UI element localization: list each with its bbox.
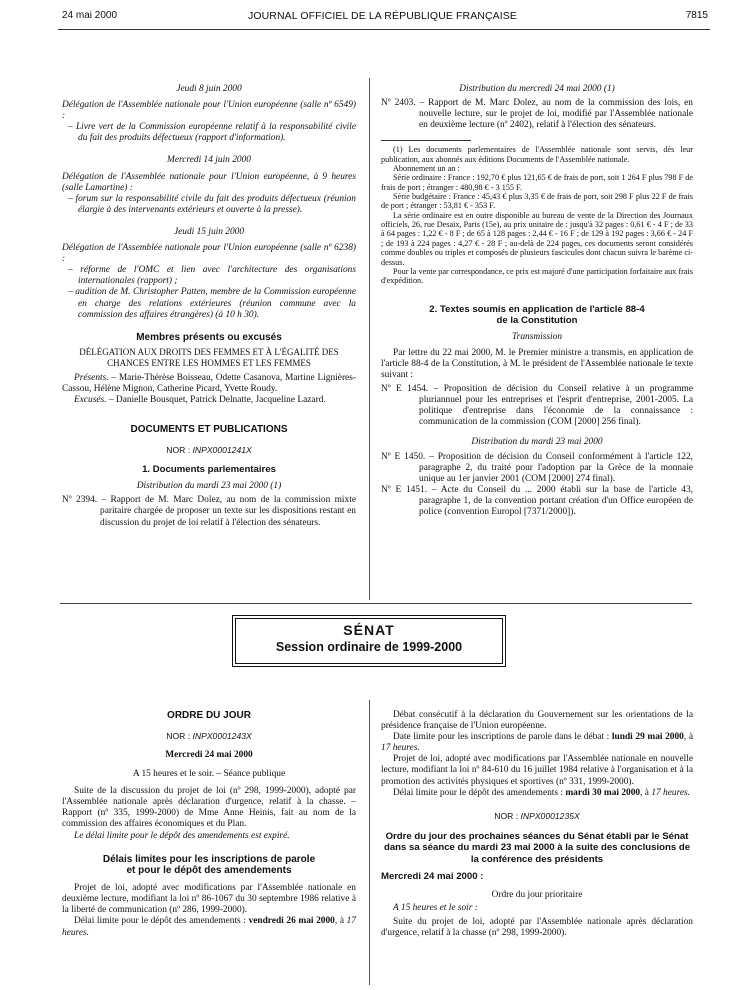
excuses-line <box>62 395 356 406</box>
paragraph: Le délai limite pour le dépôt des amendements est expiré. <box>74 830 290 841</box>
nor-line <box>381 811 693 821</box>
seance-line: A 15 heures et le soir. – Séance publique <box>132 769 286 780</box>
date-heading: Jeudi 15 juin 2000 <box>173 226 245 237</box>
agenda-item: – forum sur la responsabilité civile du fait des produits défectueux (réunion élargie à des intervenants extérieurs et ouverte à la presse). <box>68 193 356 215</box>
membres-heading: Membres présents ou excusés <box>136 331 282 343</box>
nor-line <box>62 445 356 455</box>
ordre-du-jour-heading: ORDRE DU JOUR <box>167 710 251 721</box>
distribution-heading: Distribution du mardi 23 mai 2000 (1) <box>136 481 282 492</box>
deadline-label: Délai limite pour le dépôt des amendements : <box>393 787 566 798</box>
senat-banner <box>232 615 506 667</box>
delegation-line: Délégation de l'Assemblée nationale pour l'Union européenne (salle nº 6549) : <box>62 100 356 122</box>
section-rule <box>60 603 692 604</box>
document-entry: Nº E 1450. – Proposition de décision du Conseil conformément à l'article 122, paragraphe 2, du traité pour l'adoption par la Grèce de la monnaie unique au 1er janvier 2001 (COM [2000] 274 final). <box>381 452 693 485</box>
documents-heading: DOCUMENTS ET PUBLICATIONS <box>130 423 288 435</box>
delegation-line: Délégation de l'Assemblée nationale pour l'Union européenne (salle nº 6238) : <box>62 243 356 265</box>
nor-line <box>62 731 356 741</box>
nor-label: NOR : <box>166 444 193 455</box>
deadline-line <box>381 788 693 799</box>
nor-label: NOR : <box>166 730 193 741</box>
footnote-text: Abonnement un an : <box>393 164 460 174</box>
right-bottom-column <box>381 710 693 940</box>
senat-title: SÉNAT <box>343 622 395 638</box>
textes-heading: 2. Textes soumis en application de l'article 88-4 <box>429 303 645 315</box>
paragraph: Projet de loi, adopté avec modifications par l'Assemblée nationale en nouvelle lecture, modifiant la loi nº 84-610 du 16 juillet 1984 relative à l'organisation et à la promotion des activités physiques et sportives (nº 331, 1999-2000). <box>381 754 693 787</box>
documents-subheading: 1. Documents parlementaires <box>142 463 276 475</box>
footnote-text: La série ordinaire est en outre disponible au bureau de vente de la Direction des Journaux officiels, 26, rue Desaix, Paris (15e), au prix unitaire de : jusqu'à 32 pages : 0,61 € - 4 F ; de 33 à 64 pages : 1,22 € - 8 F ; de 65 à 128 pages : 2,44 € - 16 F ; de 129 à 192 pages : 3,66 € - 24 F ; de 193 à 224 pages : 4,27 € - 28 F ; au-delà de 224 pages, ces documents seront considérés comme doubles ou triples et composés de plusieurs fascicules dont chacun suivra le barème ci-dessus. <box>381 210 693 267</box>
footnote-text: Série budgétaire : France : 45,43 € plus 3,35 € de frais de port, soit 298 F plus 22 F de frais de port ; étranger : 53,81 € - 353 F. <box>381 192 693 211</box>
page-header <box>62 10 708 24</box>
paragraph: Suite du projet de loi, adopté par l'Assemblée nationale après déclaration d'urgence, relatif à la chasse (nº 298, 1999-2000). <box>381 917 693 939</box>
footnote-text: Série ordinaire : France : 192,70 € plus 121,65 € de frais de port, soit 1 264 F plus 798 F de frais de port ; étranger : 480,98 € - 3 155 F. <box>381 173 693 192</box>
header-rule <box>58 29 710 30</box>
transmission-heading: Transmission <box>511 332 563 343</box>
deadline-label: Délai limite pour le dépôt des amendements : <box>74 916 249 927</box>
presents-text: – Marie-Thérèse Boisseau, Odette Casanova, Martine Lignières-Cassou, Hélène Mignon, Catherine Picard, Yvette Roudy. <box>62 372 356 394</box>
paragraph: Projet de loi, adopté avec modifications par l'Assemblée nationale en deuxième lecture, modifiant la loi nº 86-1067 du 30 septembre 1986 relative à la liberté de communication (nº 286, 1999-2000). <box>62 883 356 916</box>
footnote-text: Pour la vente par correspondance, ce prix est majoré d'une participation forfaitaire aux frais d'expédition. <box>381 266 693 286</box>
deadline-date: lundi 29 mai 2000 <box>611 732 684 743</box>
transmission-text: Par lettre du 22 mai 2000, M. le Premier ministre a transmis, en application de l'article 88-4 de la Constitution, à M. le président de l'Assemblée nationale le texte suivant : <box>381 348 693 381</box>
document-entry: Nº E 1451. – Acte du Conseil du ... 2000 établi sur la base de l'article 43, paragraphe 1, de la convention portant création d'un Office européen de police (convention Europol [7371/2000]). <box>381 485 693 518</box>
presents-line <box>62 373 356 395</box>
delegation-name: DÉLÉGATION AUX DROITS DES FEMMES ET À L'ÉGALITÉ DES CHANCES ENTRE LES HOMMES ET LES FEMMES <box>79 347 339 369</box>
textes-heading-2: de la Constitution <box>496 314 578 326</box>
deadline-time: 17 heures. <box>651 787 691 798</box>
distribution-heading: Distribution du mardi 23 mai 2000 <box>471 436 603 447</box>
agenda-item: – Livre vert de la Commission européenne relatif à la responsabilité civile du fait des produits défectueux (rapport d'information). <box>68 122 356 144</box>
date-heading: Mercredi 14 juin 2000 <box>167 155 251 166</box>
footnote-rule <box>381 140 471 141</box>
excuses-text: – Danielle Bousquet, Patrick Delnatte, Jacqueline Lazard. <box>106 394 326 405</box>
deadline-line <box>381 732 693 754</box>
deadline-sep: , à <box>640 787 652 798</box>
delais-heading: Délais limites pour les inscriptions de parole <box>102 853 316 865</box>
nor-label: NOR : <box>494 810 521 821</box>
deadline-sep: , à <box>334 916 347 927</box>
senat-session: Session ordinaire de 1999-2000 <box>275 639 463 654</box>
paragraph: Débat consécutif à la déclaration du Gouvernement sur les orientations de la présidence française de l'Union européenne. <box>381 710 693 732</box>
left-bottom-column <box>62 710 356 939</box>
paragraph: Suite de la discussion du projet de loi (nº 298, 1999-2000), adopté par l'Assemblée nationale après déclaration d'urgence, relatif à la chasse. – Rapport (nº 335, 1999-2000) de Mme Anne Heinis, fait au nom de la commission des affaires économiques et du Plan. <box>62 786 356 830</box>
excuses-label: Excusés. <box>74 394 107 405</box>
column-divider <box>369 78 370 600</box>
presents-label: Présents. <box>74 372 109 383</box>
document-entry: Nº 2394. – Rapport de M. Marc Dolez, au nom de la commission mixte paritaire chargée de proposer un texte sur les dispositions restant en discussion du projet de loi relatif à l'élection des sénateurs. <box>62 495 356 528</box>
prioritaire-line: Ordre du jour prioritaire <box>491 890 583 901</box>
seance-line: A 15 heures et le soir : <box>393 903 478 914</box>
deadline-date: mardi 30 mai 2000 <box>565 787 641 798</box>
date-heading: Jeudi 8 juin 2000 <box>176 84 242 94</box>
header-title: JOURNAL OFFICIEL DE LA RÉPUBLIQUE FRANÇAISE <box>248 10 517 22</box>
header-page-number: 7815 <box>685 10 708 21</box>
document-entry: Nº 2403. – Rapport de M. Marc Dolez, au nom de la commission des lois, en nouvelle lecture, sur le projet de loi, modifié par l'Assemblée nationale en deuxième lecture (nº 2402), relatif à l'élection des sénateurs. <box>381 98 693 131</box>
date-heading: Mercredi 24 mai 2000 <box>165 749 253 760</box>
distribution-heading: Distribution du mercredi 24 mai 2000 (1) <box>459 84 615 94</box>
deadline-line <box>62 916 356 938</box>
deadline-date: vendredi 26 mai 2000 <box>248 916 335 927</box>
right-top-column <box>381 84 693 519</box>
nor-code: INPX0001243X <box>192 730 252 741</box>
column-divider <box>369 700 370 985</box>
delais-heading-2: et pour le dépôt des amendements <box>126 865 292 877</box>
date-heading: Mercredi 24 mai 2000 : <box>381 870 484 882</box>
deadline-label: Date limite pour les inscriptions de parole dans le débat : <box>393 732 612 743</box>
footnote-text: (1) Les documents parlementaires de l'Assemblée nationale sont servis, dès leur publication, aux abonnés aux éditions Documents de l'Assemblée nationale. <box>381 145 693 164</box>
header-date: 24 mai 2000 <box>62 10 118 21</box>
nor-code: INPX0001235X <box>520 810 580 821</box>
delegation-line: Délégation de l'Assemblée nationale pour l'Union européenne, à 9 heures (salle Lamartine) : <box>62 171 356 193</box>
deadline-sep: , à <box>683 732 694 743</box>
deadline-time: 17 heures. <box>381 743 420 754</box>
prochaines-seances-heading: Ordre du jour des prochaines séances du Sénat établi par le Sénat dans sa séance du mardi 23 mai 2000 à la suite des conclusions de la conférence des présidents <box>383 830 691 865</box>
left-top-column <box>62 84 356 529</box>
footnote <box>381 145 693 285</box>
document-entry: Nº E 1454. – Proposition de décision du Conseil relative à un programme pluriannuel pour les entreprises et l'esprit d'entreprise, 2001-2005. La politique d'entreprise dans l'économie de la connaissance : communication de la commission (COM [2000] 256 final). <box>381 383 693 427</box>
nor-code: INPX0001241X <box>192 444 252 455</box>
agenda-item: – audition de M. Christopher Patten, membre de la Commission européenne en charge des relations extérieures (réunion commune avec la commission des affaires étrangères) (à 10 h 30). <box>68 287 356 320</box>
agenda-item: – réforme de l'OMC et lien avec l'architecture des organisations internationales (rapport) ; <box>68 265 356 287</box>
deadline-time: 17 heures. <box>62 916 356 938</box>
